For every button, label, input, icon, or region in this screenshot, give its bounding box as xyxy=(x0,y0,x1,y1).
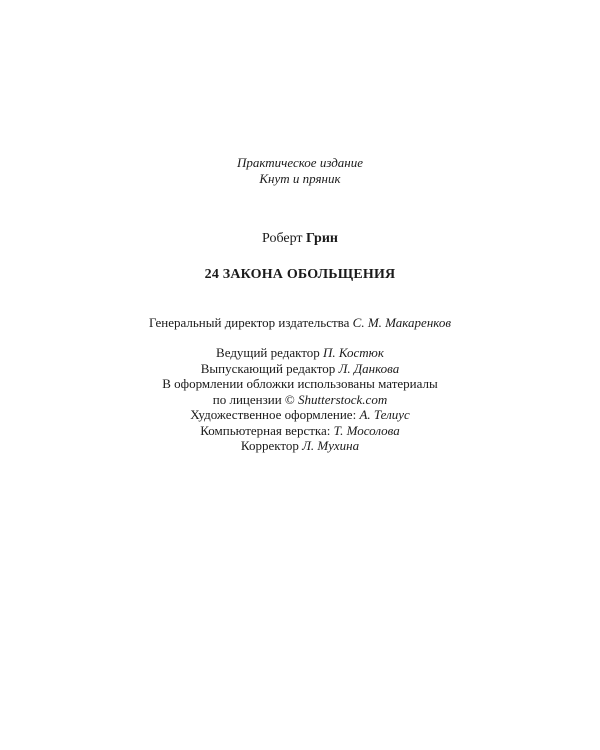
credit-name: П. Костюк xyxy=(323,345,384,360)
credit-name: Shutterstock.com xyxy=(298,391,388,407)
credits-block xyxy=(0,345,600,454)
credit-line xyxy=(0,345,600,361)
edition-type: Практическое издание xyxy=(236,155,364,170)
book-title: 24 ЗАКОНА ОБОЛЬЩЕНИЯ xyxy=(204,267,396,282)
credit-role: Выпускающий редактор xyxy=(200,360,336,376)
author-last-name: Грин xyxy=(306,231,338,246)
credit-role: Ведущий редактор xyxy=(216,345,320,360)
credit-role: Художественное оформление: xyxy=(190,407,357,422)
author-first-name: Роберт xyxy=(262,231,303,246)
credit-role: В оформлении обложки использованы материалы xyxy=(162,376,438,391)
credit-name: Т. Мосолова xyxy=(333,422,400,438)
credit-line xyxy=(0,438,600,454)
author-line xyxy=(0,231,600,247)
credit-name: Л. Мухина xyxy=(302,438,360,453)
credit-line xyxy=(0,361,600,377)
credit-line xyxy=(0,407,600,423)
director-role: Генеральный директор издательства xyxy=(148,315,350,330)
credit-line xyxy=(0,392,600,408)
credit-line xyxy=(0,376,600,392)
credit-role: Корректор xyxy=(240,438,299,453)
director-name: С. М. Макаренков xyxy=(352,315,452,330)
credit-line xyxy=(0,423,600,439)
series-name: Кнут и пряник xyxy=(259,171,341,186)
credit-role: по лицензии © xyxy=(212,391,295,407)
credit-name: А. Телиус xyxy=(359,407,410,422)
credit-name: Л. Данкова xyxy=(338,360,400,376)
director-line xyxy=(0,315,600,331)
series-block xyxy=(0,155,600,187)
credit-role: Компьютерная верстка: xyxy=(200,422,331,438)
